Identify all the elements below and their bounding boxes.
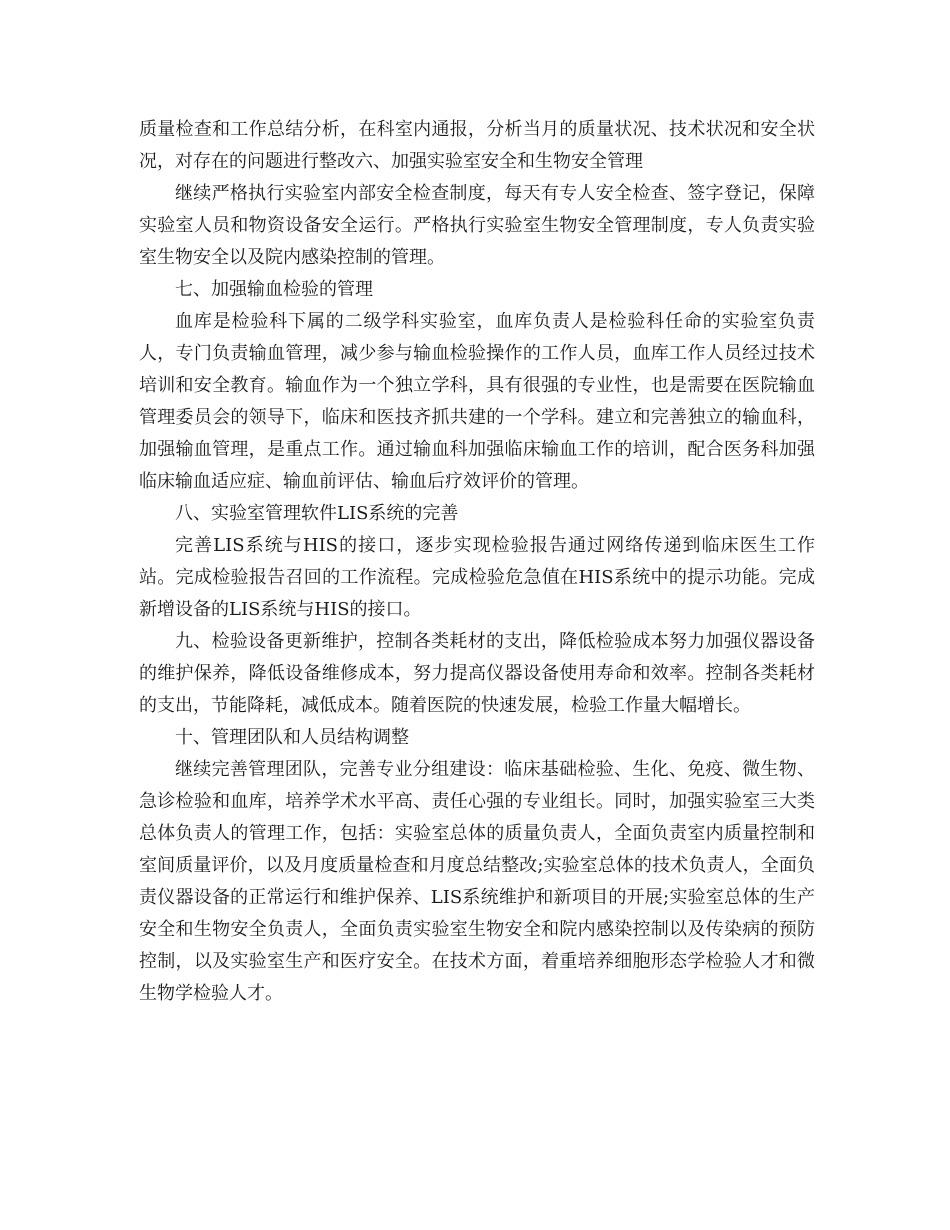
paragraph-3: 血库是检验科下属的二级学科实验室，血库负责人是检验科任命的实验室负责人，专门负责输血管理，减少参与输血检验操作的工作人员，血库工作人员经过技术培训和安全教育。输血作为一个独立学科，具有很强的专业性，也是需要在医院输血管理委员会的领导下，临床和医技齐抓共建的一个学科。建立和完善独立的输血科，加强输血管理，是重点工作。通过输血科加强临床输血工作的培训，配合医务科加强临床输血适应症、输血前评估、输血后疗效评价的管理。 bbox=[139, 311, 815, 492]
paragraph-2: 继续严格执行实验室内部安全检查制度，每天有专人安全检查、签字登记，保障实验室人员和物资设备安全运行。严格执行实验室生物安全管理制度，专人负责实验室生物安全以及院内感染控制的管理。 bbox=[139, 183, 815, 268]
section-heading-8: 八、实验室管理软件LIS系统的完善 bbox=[175, 503, 459, 524]
section-9: 九、检验设备更新维护，控制各类耗材的支出，降低检验成本努力加强仪器设备的维护保养，降低设备维修成本，努力提高仪器设备使用寿命和效率。控制各类耗材的支出，节能降耗，减低成本。随着医院的快速发展，检验工作量大幅增长。 bbox=[139, 631, 815, 716]
paragraph-5: 继续完善管理团队，完善专业分组建设：临床基础检验、生化、免疫、微生物、急诊检验和血库，培养学术水平高、责任心强的专业组长。同时，加强实验室三大类总体负责人的管理工作，包括：实验室总体的质量负责人，全面负责室内质量控制和室间质量评价，以及月度质量检查和月度总结整改;实验室总体的技术负责人，全面负责仪器设备的正常运行和维护保养、LIS系统维护和新项目的开展;实验室总体的生产安全和生物安全负责人，全面负责实验室生物安全和院内感染控制以及传染病的预防控制，以及实验室生产和医疗安全。在技术方面，着重培养细胞形态学检验人才和微生物学检验人才。 bbox=[139, 759, 815, 1004]
document-body bbox=[139, 114, 815, 1010]
paragraph-4: 完善LIS系统与HIS的接口，逐步实现检验报告通过网络传递到临床医生工作站。完成检验报告召回的工作流程。完成检验危急值在HIS系统中的提示功能。完成新增设备的LIS系统与HIS的接口。 bbox=[139, 535, 815, 620]
section-heading-7: 七、加强输血检验的管理 bbox=[175, 279, 373, 300]
section-heading-10: 十、管理团队和人员结构调整 bbox=[175, 727, 409, 748]
paragraph-1: 质量检查和工作总结分析，在科室内通报，分析当月的质量状况、技术状况和安全状况，对存在的问题进行整改六、加强实验室安全和生物安全管理 bbox=[139, 119, 815, 172]
